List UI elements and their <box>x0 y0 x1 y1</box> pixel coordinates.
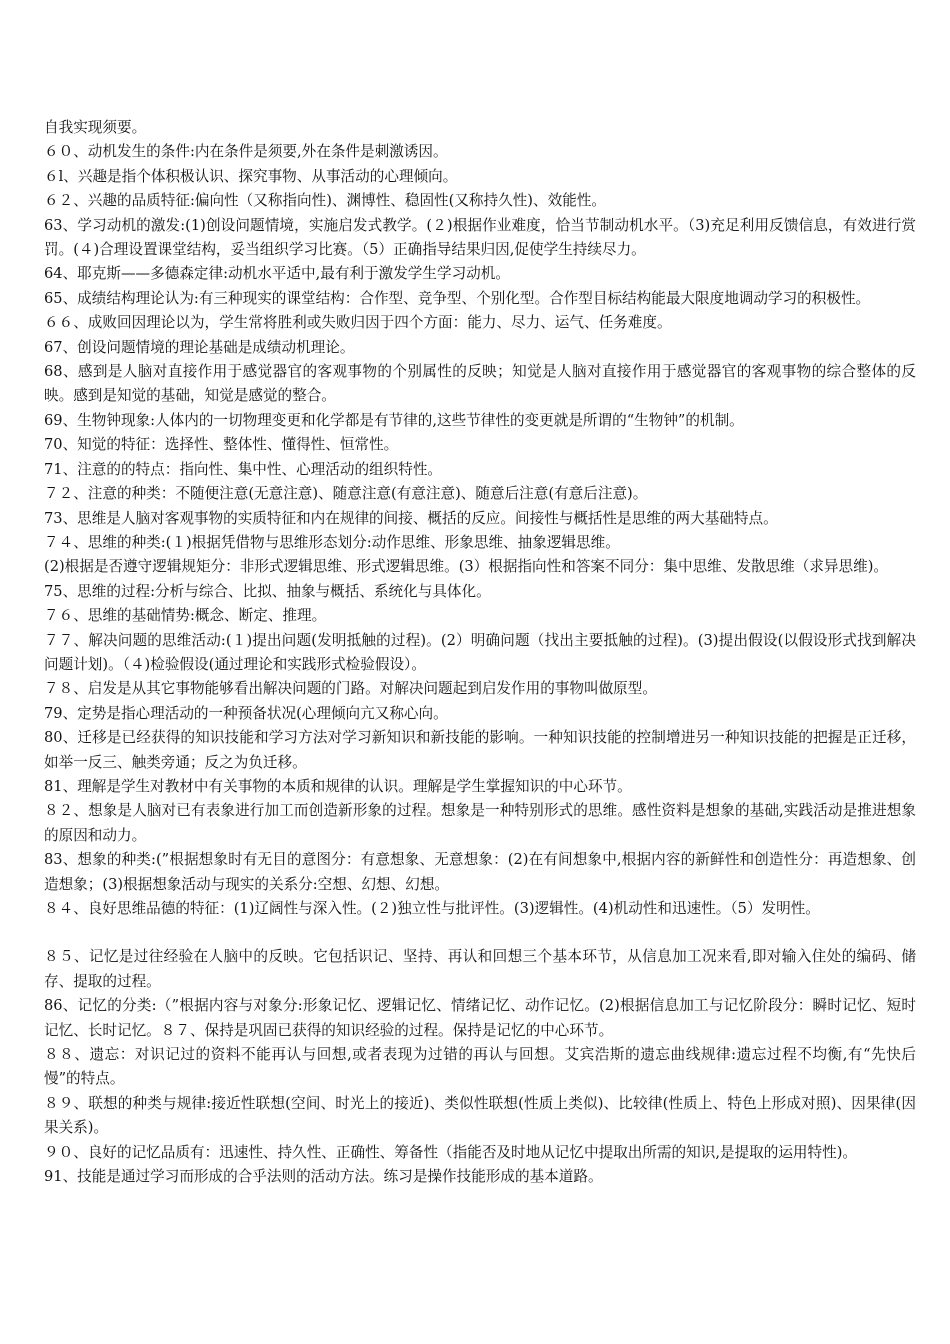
paragraph: 63、学习动机的激发:(1)创设问题情境，实施启发式教学。(２)根据作业难度，恰当节制动机水平。（3)充足利用反馈信息，有效进行赏罚。(４)合理设置课堂结构，妥当组织学习比赛。（5）正确指导结果归因,促使学生持续尽力。 <box>44 216 916 259</box>
paragraph: 70、知觉的特征：选择性、整体性、懂得性、恒常性。 <box>44 436 399 454</box>
paragraph: 79、定势是指心理活动的一种预备状况(心理倾向亢又称心向。 <box>44 704 448 722</box>
paragraph: ７８、启发是从其它事物能够看出解决问题的门路。对解决问题起到启发作用的事物叫做原型。 <box>44 680 657 698</box>
paragraph: 86、记忆的分类:（”根据内容与对象分:形象记忆、逻辑记忆、情绪记忆、动作记忆。(2)根据信息加工与记忆阶段分：瞬时记忆、短时记忆、长时记忆。８７、保持是巩固已获得的知识经验的过程。保持是记忆的中心环节。 <box>44 997 916 1039</box>
paragraph: 91、技能是通过学习而形成的合乎法则的活动方法。练习是操作技能形成的基本道路。 <box>44 1168 603 1186</box>
paragraph: 71、注意的的特点：指向性、集中性、心理活动的组织特性。 <box>44 460 443 478</box>
paragraph: 73、思维是人脑对客观事物的实质特征和内在规律的间接、概括的反应。间接性与概括性是思维的两大基础特点。 <box>44 509 778 527</box>
document-page <box>44 116 916 1189</box>
paragraph: (2)根据是否遵守逻辑规矩分：非形式逻辑思维、形式逻辑思维。(3）根据指向性和答案不同分：集中思维、发散思维（求异思维)。 <box>44 558 889 576</box>
paragraph: ８８、遗忘：对识记过的资料不能再认与回想,或者表现为过错的再认与回想。艾宾浩斯的遗忘曲线规律:遗忘过程不均衡,有“先快后慢”的特点。 <box>44 1046 916 1088</box>
paragraph: ９０、良好的记忆品质有：迅速性、持久性、正确性、筹备性（指能否及时地从记忆中提取出所需的知识,是提取的运用特性)。 <box>44 1143 857 1161</box>
paragraph: 75、思维的过程:分析与综合、比拟、抽象与概括、系统化与具体化。 <box>44 582 491 600</box>
paragraph: 65、成绩结构理论认为:有三种现实的课堂结构：合作型、竞争型、个别化型。合作型目标结构能最大限度地调动学习的积极性。 <box>44 289 871 307</box>
paragraph: 69、生物钟现象:人体内的一切物理变更和化学都是有节律的,这些节律性的变更就是所谓的“生物钟”的机制。 <box>44 411 744 429</box>
paragraph: 81、理解是学生对教材中有关事物的本质和规律的认识。理解是学生掌握知识的中心环节。 <box>44 777 632 795</box>
paragraph: ８４、良好思维品德的特征：(1)辽阔性与深入性。(２)独立性与批评性。(3)逻辑性。(4)机动性和迅速性。（5）发明性。 <box>44 900 820 917</box>
paragraph: ７２、注意的种类：不随便注意(无意注意)、随意注意(有意注意)、随意后注意(有意后注意)。 <box>44 485 648 503</box>
paragraph: ７６、思维的基础情势:概念、断定、推理。 <box>44 607 327 625</box>
paragraph: ６２、兴趣的品质特征:偏向性（又称指向性)、渊博性、稳固性(又称持久性)、效能性。 <box>44 192 606 210</box>
paragraph: 自我实现须要。 <box>44 119 147 136</box>
paragraph: 80、迁移是已经获得的知识技能和学习方法对学习新知识和新技能的影响。一种知识技能的控制增进另一种知识技能的把握是正迁移，如举一反三、触类旁通；反之为负迁移。 <box>44 729 916 771</box>
paragraph: ７４、思维的种类:(１)根据凭借物与思维形态划分:动作思维、形象思维、抽象逻辑思维。 <box>44 533 620 551</box>
paragraph: ６６、成败回因理论以为，学生常将胜利或失败归因于四个方面：能力、尽力、运气、任务难度。 <box>44 314 672 332</box>
paragraph: 67、创设问题情境的理论基础是成绩动机理论。 <box>44 338 355 356</box>
paragraph: 64、耶克斯——多德森定律:动机水平适中,最有利于激发学生学习动机。 <box>44 265 510 283</box>
paragraph: 83、想象的种类:(”根据想象时有无目的意图分：有意想象、无意想象：(2)在有间想象中,根据内容的新鲜性和创造性分：再造想象、创造想象；(3)根据想象活动与现实的关系分:空想、幻想、幻想。 <box>44 851 916 893</box>
blank-line <box>44 921 916 945</box>
paragraph: ８５、记忆是过往经验在人脑中的反映。它包括识记、坚持、再认和回想三个基本环节，从信息加工况来看,即对输入住处的编码、储存、提取的过程。 <box>44 948 916 990</box>
paragraph: ８９、联想的种类与规律:接近性联想(空间、时光上的接近)、类似性联想(性质上类似)、比较律(性质上、特色上形成对照)、因果律(因果关系)。 <box>44 1094 916 1137</box>
paragraph: ６０、动机发生的条件:内在条件是须要,外在条件是刺激诱因。 <box>44 143 448 161</box>
paragraph: ８２、想象是人脑对已有表象进行加工而创造新形象的过程。想象是一种特别形式的思维。感性资料是想象的基础,实践活动是推进想象的原因和动力。 <box>44 802 916 844</box>
paragraph: ７７、解决问题的思维活动:(１)提出问题(发明抵触的过程)。(2）明确问题（找出主要抵触的过程)。(3)提出假设(以假设形式找到解决问题计划)。（４)检验假设(通过理论和实践形式检验假设）。 <box>44 631 916 673</box>
paragraph: ６l、兴趣是指个体积极认识、探究事物、从事活动的心理倾向。 <box>44 167 458 185</box>
paragraph: 68、感到是人脑对直接作用于感觉器官的客观事物的个别属性的反映；知觉是人脑对直接作用于感觉器官的客观事物的综合整体的反映。感到是知觉的基础，知觉是感觉的整合。 <box>44 363 916 405</box>
